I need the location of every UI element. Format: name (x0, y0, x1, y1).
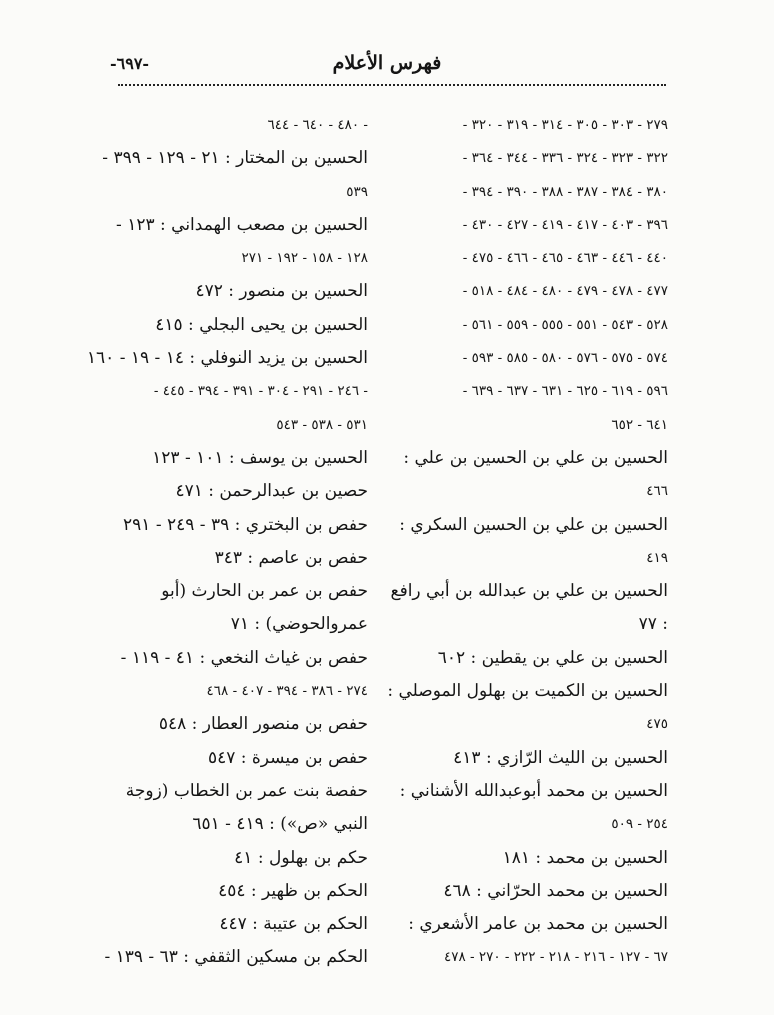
index-page-refs: - ٤٨٠ - ٦٤٠ - ٦٤٤ (267, 117, 368, 133)
header-divider (118, 84, 666, 86)
index-page-refs: - ٢٤٦ - ٢٩١ - ٣٠٤ - ٣٩١ - ٣٩٤ - ٤٤٥ - (153, 383, 368, 400)
index-entry: حفص بن البختري : ٣٩ - ٢٤٩ - ٢٩١ (123, 514, 368, 535)
index-entry: الحسين بن يحيى البجلي : ٤١٥ (155, 314, 368, 335)
index-page-refs: ٤٤٠ - ٤٤٦ - ٤٦٣ - ٤٦٥ - ٤٦٦ - ٤٧٥ - (462, 250, 668, 267)
index-page-refs: ٥٣٩ (346, 183, 368, 200)
index-page-refs: ١٢٨ - ١٥٨ - ١٩٢ - ٢٧١ (241, 250, 368, 267)
index-entry: الحسين بن محمد الحرّاني : ٤٦٨ (443, 880, 668, 901)
index-entry: الحسين بن المختار : ٢١ - ١٢٩ - ٣٩٩ - (102, 148, 368, 169)
index-entry: الحسين بن محمد : ١٨١ (502, 847, 668, 868)
index-entry: حفص بن عاصم : ٣٤٣ (214, 547, 368, 568)
index-entry: الحسين بن يوسف : ١٠١ - ١٢٣ (152, 447, 368, 468)
index-page-refs: ٣٩٦ - ٤٠٣ - ٤١٧ - ٤١٩ - ٤٢٧ - ٤٣٠ - (462, 216, 668, 233)
index-entry: حفص بن غياث النخعي : ٤١ - ١١٩ - (120, 647, 368, 668)
index-entry: الحسين بن علي بن الحسين بن علي : (403, 447, 668, 468)
index-entry: حفص بن منصور العطار : ٥٤٨ (158, 714, 368, 735)
index-entry: الحسين بن علي بن الحسين السكري : (399, 514, 668, 535)
index-entry: الحسين بن علي بن عبدالله بن أبي رافع (390, 581, 668, 602)
index-page-refs: ٥٣١ - ٥٣٨ - ٥٤٣ (276, 416, 368, 433)
index-entry: الحكم بن مسكين الثقفي : ٦٣ - ١٣٩ - (104, 947, 368, 968)
index-entry: الحكم بن ظهير : ٤٥٤ (218, 880, 368, 901)
index-entry: النبي «ص») : ٤١٩ - ٦٥١ (192, 814, 368, 835)
index-entry: حفصة بنت عمر بن الخطاب (زوجة (125, 780, 368, 801)
index-page-refs: ٢٧٩ - ٣٠٣ - ٣٠٥ - ٣١٤ - ٣١٩ - ٣٢٠ - (462, 117, 668, 133)
index-page-refs: ٤٧٧ - ٤٧٨ - ٤٧٩ - ٤٨٠ - ٤٨٤ - ٥١٨ - (462, 283, 668, 300)
index-page-refs: ٦٧ - ١٢٧ - ٢١٦ - ٢١٨ - ٢٢٢ - ٢٧٠ - ٤٧٨ (443, 949, 668, 966)
index-entry: حكم بن بهلول : ٤١ (234, 847, 368, 868)
index-page-refs: ٤٧٥ (646, 716, 668, 733)
index-columns (0, 109, 774, 989)
index-entry: الحسين بن يزيد النوفلي : ١٤ - ١٩ - ١٦٠ (86, 348, 368, 369)
left-column (86, 109, 368, 975)
index-entry: الحسين بن علي بن يقطين : ٦٠٢ (437, 647, 668, 668)
index-entry: الحسين بن الكميت بن بهلول الموصلي : (387, 681, 668, 702)
index-entry: الحكم بن عتيبة : ٤٤٧ (219, 914, 368, 935)
index-page-refs: ٥٢٨ - ٥٤٣ - ٥٥١ - ٥٥٥ - ٥٥٩ - ٥٦١ - (462, 316, 668, 333)
index-page-refs: ٥٧٤ - ٥٧٥ - ٥٧٦ - ٥٨٠ - ٥٨٥ - ٥٩٣ - (462, 350, 668, 367)
index-page-refs: ٤٦٦ (646, 483, 668, 500)
right-column (387, 109, 668, 975)
page-title: فهرس الأعلام (332, 52, 442, 74)
index-entry: الحسين بن الليث الرّازي : ٤١٣ (453, 747, 668, 768)
index-entry: الحسين بن محمد بن عامر الأشعري : (408, 914, 668, 935)
index-entry: الحسين بن محمد أبوعبدالله الأشناني : (399, 780, 668, 801)
index-page-refs: ٣٢٢ - ٣٢٣ - ٣٢٤ - ٣٣٦ - ٣٤٤ - ٣٦٤ - (462, 150, 668, 167)
index-entry: حفص بن عمر بن الحارث (أبو (161, 581, 368, 602)
page-number: -٦٩٧- (110, 54, 150, 73)
index-page-refs: ٢٥٤ - ٥٠٩ (611, 816, 668, 833)
index-page-refs: ٦٤١ - ٦٥٢ (611, 416, 668, 433)
index-entry: الحسين بن منصور : ٤٧٢ (195, 281, 368, 302)
page-header (110, 50, 664, 84)
index-entry: حفص بن ميسرة : ٥٤٧ (207, 747, 368, 768)
index-page-refs: ٣٨٠ - ٣٨٤ - ٣٨٧ - ٣٨٨ - ٣٩٠ - ٣٩٤ - (462, 183, 668, 200)
index-page-refs: ٤١٩ (646, 549, 668, 566)
index-entry: حصين بن عبدالرحمن : ٤٧١ (175, 481, 368, 502)
index-entry: : ٧٧ (638, 614, 668, 635)
index-entry: الحسين بن مصعب الهمداني : ١٢٣ - (116, 214, 368, 235)
index-page-refs: ٢٧٤ - ٣٨٦ - ٣٩٤ - ٤٠٧ - ٤٦٨ (206, 683, 368, 700)
index-page-refs: ٥٩٦ - ٦١٩ - ٦٢٥ - ٦٣١ - ٦٣٧ - ٦٣٩ - (462, 383, 668, 400)
index-entry: عمروالحوضي) : ٧١ (230, 614, 368, 635)
